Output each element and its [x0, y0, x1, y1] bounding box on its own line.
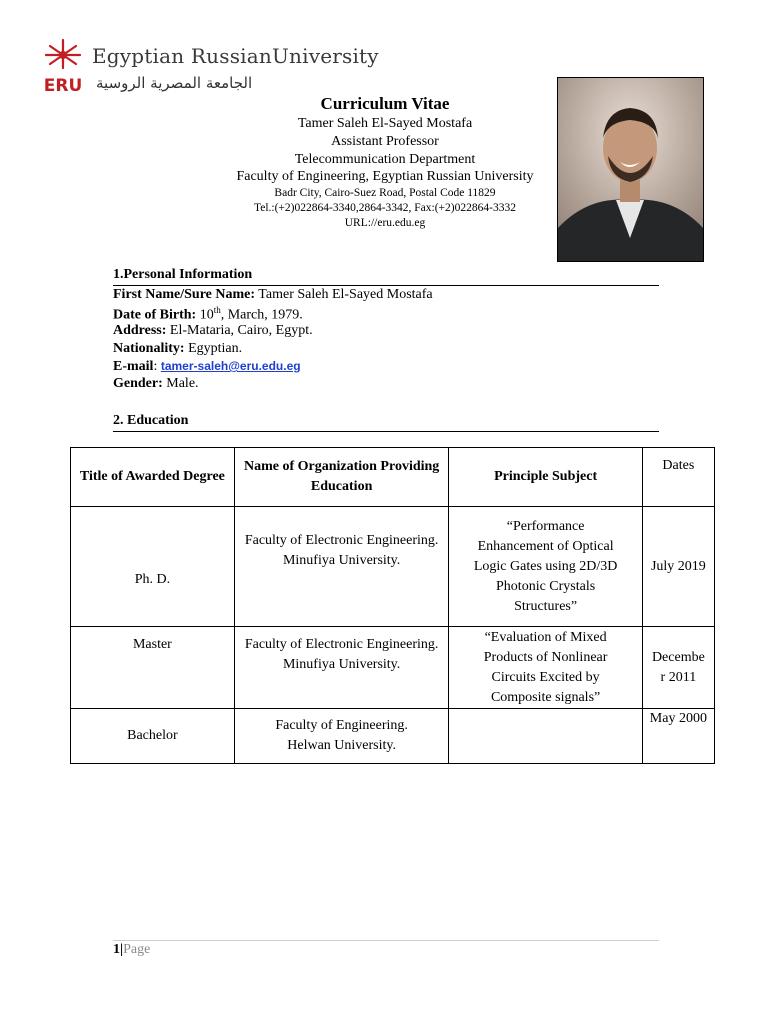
subject-line: Composite signals”	[490, 689, 601, 705]
dob-day: 10	[199, 307, 214, 323]
nationality-value: Egyptian.	[188, 341, 243, 356]
eru-abbr: ERU	[43, 76, 83, 94]
subject-line: Products of Nonlinear	[483, 649, 608, 665]
nationality-label: Nationality:	[113, 341, 185, 356]
header-organization: Name of Organization Providing Education	[234, 448, 449, 507]
subject-cell	[449, 627, 642, 709]
university-name-en: Egyptian RussianUniversity	[92, 44, 379, 68]
header-subject: Principle Subject	[449, 448, 642, 507]
degree-cell: Master	[71, 627, 235, 709]
subject-line: Structures”	[514, 598, 578, 614]
eru-logo-mark	[40, 38, 86, 94]
organization-line: Helwan University.	[287, 738, 396, 753]
section-divider	[113, 285, 659, 286]
name-value: Tamer Saleh El-Sayed Mostafa	[258, 287, 433, 302]
subject-line: Logic Gates using 2D/3D	[473, 558, 618, 574]
person-position: Assistant Professor	[331, 134, 439, 149]
email-link[interactable]: tamer-saleh@eru.edu.eg	[160, 359, 301, 373]
gender-value: Male.	[166, 376, 199, 391]
cv-title: Curriculum Vitae	[320, 94, 450, 113]
date-line: Decembe	[651, 649, 705, 665]
table-row	[71, 507, 715, 627]
dob-label: Date of Birth:	[113, 307, 197, 323]
organization-line: Faculty of Engineering.	[275, 718, 408, 733]
gender-label: Gender:	[113, 376, 163, 391]
page-separator: |	[120, 942, 124, 957]
subject-cell	[449, 507, 642, 627]
page-label: Page	[123, 942, 151, 957]
dob-suffix: th	[213, 305, 221, 315]
header-dates: Dates	[642, 448, 714, 507]
date-cell	[642, 627, 714, 709]
organization-line: Minufiya University.	[282, 553, 401, 568]
dob-rest: , March, 1979.	[220, 307, 303, 323]
subject-cell	[449, 709, 642, 764]
profile-photo	[557, 77, 704, 262]
page-number: 1	[113, 942, 120, 957]
email-row: E-mail: tamer-saleh@eru.edu.eg	[113, 359, 301, 374]
subject-line: “Evaluation of Mixed	[484, 629, 607, 645]
footer-divider	[113, 940, 659, 941]
subject-line: Enhancement of Optical	[477, 538, 614, 554]
organization-line: Minufiya University.	[282, 657, 401, 672]
person-department: Telecommunication Department	[294, 152, 476, 167]
organization-cell	[234, 627, 449, 709]
address-value: El-Mataria, Cairo, Egypt.	[169, 323, 313, 338]
organization-line: Faculty of Electronic Engineering.	[244, 533, 439, 548]
subject-line: Circuits Excited by	[491, 669, 600, 685]
address-label: Address:	[113, 323, 167, 338]
nationality-row	[113, 341, 242, 357]
dob-row	[113, 305, 303, 324]
name-row	[113, 287, 433, 303]
table-row	[71, 709, 715, 764]
section-divider	[113, 431, 659, 432]
date-line: r 2011	[660, 669, 697, 685]
degree-cell: Ph. D.	[71, 507, 235, 627]
education-heading: 2. Education	[113, 413, 189, 428]
header-degree: Title of Awarded Degree	[71, 448, 235, 507]
faculty-line: Faculty of Engineering, Egyptian Russian University	[236, 169, 534, 184]
university-name-ar: الجامعة المصرية الروسية	[96, 74, 253, 92]
address-line: Badr City, Cairo-Suez Road, Postal Code 11829	[274, 187, 496, 199]
organization-line: Faculty of Electronic Engineering.	[244, 637, 439, 652]
organization-cell	[234, 709, 449, 764]
table-header-row	[71, 448, 715, 507]
date-cell: July 2019	[642, 507, 714, 627]
personal-info-heading: 1.Personal Information	[113, 267, 253, 282]
date-cell: May 2000	[642, 709, 714, 764]
page-footer	[113, 942, 150, 958]
degree-cell: Bachelor	[71, 709, 235, 764]
table-row	[71, 627, 715, 709]
email-label: E-mail	[113, 359, 154, 374]
education-table	[70, 447, 715, 764]
name-label: First Name/Sure Name:	[113, 287, 256, 302]
url-line: URL://eru.edu.eg	[344, 217, 426, 229]
address-row	[113, 323, 313, 339]
subject-line: Photonic Crystals	[496, 578, 596, 594]
contact-line: Tel.:(+2)022864-3340,2864-3342, Fax:(+2)022864-3332	[254, 202, 516, 214]
person-name: Tamer Saleh El-Sayed Mostafa	[297, 116, 473, 131]
gender-row	[113, 376, 199, 392]
organization-cell	[234, 507, 449, 627]
subject-line: “Performance	[506, 518, 585, 534]
